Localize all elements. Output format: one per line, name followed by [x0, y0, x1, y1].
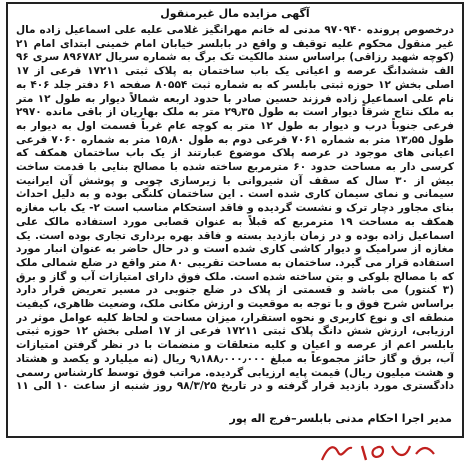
handwritten-number-mark: [318, 440, 438, 463]
notice-signature: مدیر اجرا احکام مدنی بابلسر–فرج اله پور: [229, 412, 452, 425]
notice-title: آگهی مزایده مال غیرمنقول: [160, 7, 310, 20]
notice-body: درخصوص پرونده ۹۷۰۹۴۰ مدنی له خانم مهرانگیز غلامی علیه علی اسماعیل زاده مال غیر منقول محکوم علیه توقیف و واقع در بابلسر خیابان امام خمینی ابتدای امام ۲۱ (کوچه شهید رزاقی) براساس سند مالکیت تک برگ به شماره سریال ۸۹۶۷۸۲ سری ۹۶ الف ششدانگ عرصه و اعیانی یک باب ساختمان به پلاک ثبتی ۱۷۲۱۱ فرعی از ۱۷ اصلی بخش ۱۲ حوزه ثبتی بابلسر که به شماره ثبت ۸۰۵۵۴ صفحه ۶۱ دفتر جلد ۴۰۶ به نام علی اسماعیل زاده فرزند حسین صادر با حدود اربعه شمالاً دیوار به طول ۱۲ متر به ملک نتاج شرقاً دیوار است به طول ۲۹٫۳۵ متر به ملک بهاریان از باقی مانده ۲۹۷۰ فرعی جنوباً درب و دیوار به طول ۱۲ متر به کوچه عام غرباً قسمت اول به دیوار به طول ۱۳٫۵۵ متر به شماره ۷۰۶۱ فرعی دوم به طول ۱۵٫۸۰ متر به شماره ۷۰۶۰ فرعی اعیانی های موجود در عرصه پلاک موضوع عبارتند از یک باب ساختمان همکف که کرسی دار به مساحت حدود ۶۰ مترمربع ساخته شده با مصالح بنایی با قدمت ساخت بیش از ۳۰ سال که سقف آن شیروانی با زیرسازی چوبی و پوشش آن ایرانیت سیمانی و نمای سیمان کاری شده است . این ساختمان کلنگی بوده و به دلیل احداث بنای مجاور دچار ترک و نشست گردیده و فاقد استحکام مناسب است ۲- یک باب مغازه همکف به مساحت ۱۹ مترمربع که قبلاً به عنوان قصابی مورد استفاده مالک علی اسماعیل زاده بوده و در زمان بازدید بسته و فاقد بهره برداری تجاری بوده است. یک مغازه از سرامیک و دیوار کاشی کاری شده است و در حال حاضر به عنوان انبار مورد استفاده قرار می گیرد. ساختمان به مساحت تقریبی ۸۰ متر واقع در ضلع شمالی ملک که با مصالح بلوکی و بتن ساخته شده است. ملک فوق دارای امتیازات آب و گاز و برق (۳ کنتور) می باشد و قسمتی از پلاک در ضلع جنوبی در مسیر تعریض قرار دارد براساس شرح فوق و با توجه به موقعیت و ارزش مکانی ملک، وضعیت ظاهری، کیفیت منطقه ای و نوع کاربری و نحوه استقرار، میزان مساحت و لحاظ کلیه عوامل موثر در ارزیابی، ارزش شش دانگ پلاک ثبتی ۱۷۲۱۱ فرعی از ۱۷ اصلی بخش ۱۲ حوزه ثبتی بابلسر اعم از عرصه و اعیان و کلیه متعلقات و منضمات با در نظر گرفتن امتیازات آب، برق و گاز حائز مجموعاً به مبلغ ۹٫۱۸۸٫۰۰۰٫۰۰۰ ریال (نه میلیارد و یکصد و هشتاد و هشت میلیون ریال) قیمت پایه ارزیابی گردیده. مراتب فوق توسط کارشناس رسمی دادگستری مورد بازدید قرار گرفته و در تاریخ ۹۸/۳/۲۵ روز شنبه از ساعت ۱۰ الی ۱۱: [16, 24, 454, 393]
notice-frame: [6, 2, 464, 438]
